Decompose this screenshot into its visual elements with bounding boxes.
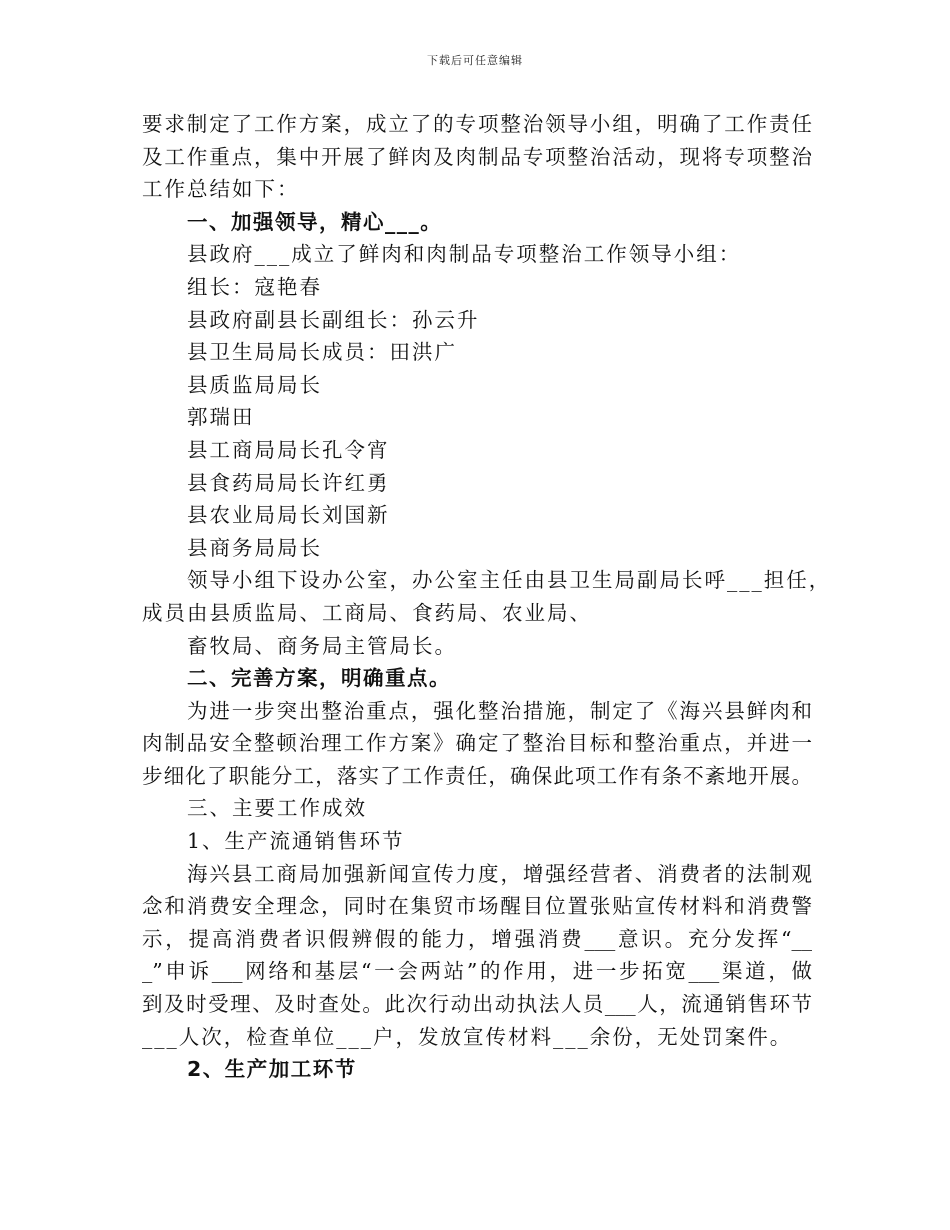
- member-line: 郭瑞田: [187, 405, 255, 430]
- subsection-heading-2: 2、生产加工环节: [187, 1057, 357, 1082]
- member-line: 县卫生局局长成员：田洪广: [187, 340, 457, 365]
- paragraph-line: 到及时受理、及时查处。此次行动出动执法人员___人，流通销售环节: [142, 992, 812, 1017]
- paragraph-line: 要求制定了工作方案，成立了的专项整治领导小组，明确了工作责任: [142, 112, 812, 136]
- paragraph-line: ___人次，检查单位___户，发放宣传材料___余份，无处罚案件。: [142, 1024, 793, 1049]
- document-body: [142, 108, 832, 1086]
- member-line: 县政府副县长副组长：孙云升: [187, 307, 480, 332]
- paragraph-line: 工作总结如下：: [142, 177, 300, 202]
- paragraph-line: 步细化了职能分工，落实了工作责任，确保此项工作有条不紊地开展。: [142, 763, 812, 788]
- paragraph-line: 及工作重点，集中开展了鲜肉及肉制品专项整治活动，现将专项整治: [142, 144, 812, 169]
- section-heading-2: 二、完善方案，明确重点。: [187, 666, 451, 691]
- paragraph-line: 领导小组下设办公室，办公室主任由县卫生局副局长呼___担任，: [187, 568, 832, 593]
- paragraph-line: 念和消费安全理念，同时在集贸市场醒目位置张贴宣传材料和消费警: [142, 894, 812, 919]
- member-line: 县食药局局长许红勇: [187, 470, 390, 495]
- section-heading-3: 三、主要工作成效: [187, 796, 367, 821]
- subsection-heading-1: 1、生产流通销售环节: [187, 829, 405, 854]
- page-header: 下载后可任意编辑: [427, 54, 523, 67]
- paragraph-line: 县政府___成立了鲜肉和肉制品专项整治工作领导小组：: [187, 242, 742, 267]
- section-heading-1: 一、加强领导，精心___。: [187, 209, 443, 234]
- member-line: 县工商局局长孔令宵: [187, 437, 390, 462]
- member-line: 县商务局局长: [187, 535, 322, 560]
- paragraph-line: 示，提高消费者识假辨假的能力，增强消费___意识。充分发挥“__: [142, 926, 812, 951]
- paragraph-line: 肉制品安全整顿治理工作方案》确定了整治目标和整治重点，并进一: [142, 731, 812, 756]
- paragraph-line: 海兴县工商局加强新闻宣传力度，增强经营者、消费者的法制观: [187, 861, 812, 886]
- member-line: 组长：寇艳春: [187, 274, 322, 299]
- paragraph-line: _”申诉___网络和基层“一会两站”的作用，进一步拓宽___渠道，做: [142, 959, 812, 984]
- member-line: 县质监局局长: [187, 372, 322, 397]
- member-line: 县农业局局长刘国新: [187, 503, 390, 528]
- paragraph-line: 为进一步突出整治重点，强化整治措施，制定了《海兴县鲜肉和: [187, 698, 812, 723]
- paragraph-line: 畜牧局、商务局主管局长。: [187, 633, 457, 658]
- paragraph-line: 成员由县质监局、工商局、食药局、农业局、: [142, 600, 592, 625]
